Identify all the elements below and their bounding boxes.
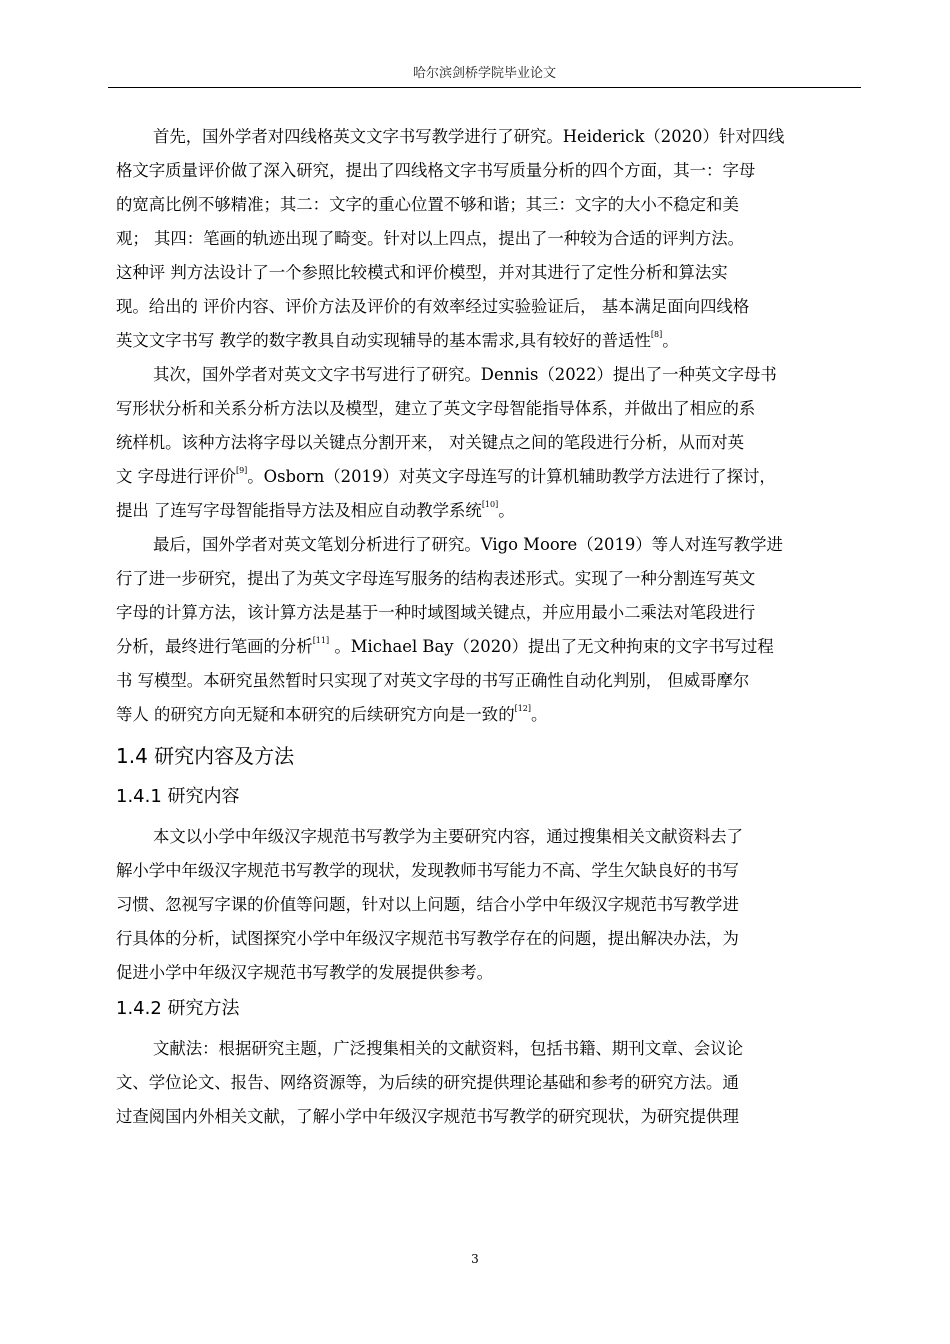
- text-segment: 。Osborn（2019）对英文字母连写的计算机辅助教学方法进行了探讨，: [247, 467, 776, 486]
- section-heading-1-4-1: 1.4.1 研究内容: [116, 786, 240, 807]
- citation-marker[interactable]: [9]: [235, 466, 248, 475]
- text-line: 解小学中年级汉字规范书写教学的现状，发现教师书写能力不高、学生欠缺良好的书写: [116, 861, 739, 880]
- text-line: [116, 494, 860, 528]
- text-line: 本文以小学中年级汉字规范书写教学为主要研究内容，通过搜集相关文献资料去了: [153, 827, 744, 846]
- text-line: 其次，国外学者对英文文字书写进行了研究。Dennis（2022）提出了一种英文字母书: [153, 365, 777, 384]
- page-header-title: 哈尔滨剑桥学院毕业论文: [412, 66, 556, 81]
- citation-marker[interactable]: [10]: [481, 500, 499, 509]
- text-line: [116, 698, 860, 732]
- text-line: 的宽高比例不够精准；其二：文字的重心位置不够和谐；其三：文字的大小不稳定和美: [116, 195, 739, 214]
- text-line: 这种评 判方法设计了一个参照比较模式和评价模型，并对其进行了定性分析和算法实: [116, 263, 728, 282]
- text-line: 观； 其四：笔画的轨迹出现了畸变。针对以上四点，提出了一种较为合适的评判方法。: [116, 229, 745, 248]
- text-line: 格文字质量评价做了深入研究，提出了四线格文字书写质量分析的四个方面，其一：字母: [116, 161, 756, 180]
- section-heading-1-4: 1.4 研究内容及方法: [116, 744, 295, 768]
- text-segment: 提出 了连写字母智能指导方法及相应自动教学系统: [116, 501, 482, 520]
- text-segment: 分析，最终进行笔画的分析: [116, 637, 313, 656]
- text-line: 最后，国外学者对英文笔划分析进行了研究。Vigo Moore（2019）等人对连写教学进: [153, 535, 783, 554]
- text-line: 文、学位论文、报告、网络资源等，为后续的研究提供理论基础和参考的研究方法。通: [116, 1073, 739, 1092]
- text-segment: 文 字母进行评价: [116, 467, 236, 486]
- citation-marker[interactable]: [8]: [650, 330, 663, 339]
- text-line: 促进小学中年级汉字规范书写教学的发展提供参考。: [116, 963, 493, 982]
- citation-marker[interactable]: [11]: [312, 636, 330, 645]
- text-line: 写形状分析和关系分析方法以及模型，建立了英文字母智能指导体系，并做出了相应的系: [116, 399, 756, 418]
- text-segment: 。: [662, 331, 679, 350]
- text-line: [116, 630, 860, 664]
- paragraph-research-content: [116, 820, 860, 990]
- section-heading-1-4-2: 1.4.2 研究方法: [116, 998, 240, 1019]
- text-line: [116, 324, 860, 358]
- text-line: [116, 460, 860, 494]
- text-line: 习惯、忽视写字课的价值等问题，针对以上问题，结合小学中年级汉字规范书写教学进: [116, 895, 739, 914]
- text-line: 现。给出的 评价内容、评价方法及评价的有效率经过实验验证后， 基本满足面向四线格: [116, 297, 750, 316]
- text-line: 行具体的分析，试图探究小学中年级汉字规范书写教学存在的问题，提出解决办法，为: [116, 929, 739, 948]
- citation-marker[interactable]: [12]: [514, 704, 532, 713]
- text-line: 过查阅国内外相关文献，了解小学中年级汉字规范书写教学的研究现状，为研究提供理: [116, 1107, 739, 1126]
- page-number: 3: [471, 1252, 479, 1266]
- text-segment: 等人 的研究方向无疑和本研究的后续研究方向是一致的: [116, 705, 515, 724]
- paragraph-3: [116, 528, 860, 732]
- text-segment: 。Michael Bay（2020）提出了无文种拘束的文字书写过程: [329, 637, 774, 656]
- text-line: 首先，国外学者对四线格英文文字书写教学进行了研究。Heiderick（2020）针对四线: [153, 127, 785, 146]
- paragraph-2: [116, 358, 860, 528]
- text-line: 行了进一步研究，提出了为英文字母连写服务的结构表述形式。实现了一种分割连写英文: [116, 569, 756, 588]
- text-line: 书 写模型。本研究虽然暂时只实现了对英文字母的书写正确性自动化判别， 但威哥摩尔: [116, 671, 750, 690]
- paragraph-1: [116, 120, 860, 358]
- header-divider: [108, 87, 861, 88]
- text-line: 统样机。该种方法将字母以关键点分割开来， 对关键点之间的笔段进行分析，从而对英: [116, 433, 745, 452]
- text-line: 文献法：根据研究主题，广泛搜集相关的文献资料，包括书籍、期刊文章、会议论: [153, 1039, 744, 1058]
- document-body: [116, 120, 860, 1134]
- text-segment: 。: [531, 705, 548, 724]
- paragraph-research-methods: [116, 1032, 860, 1134]
- text-segment: 。: [498, 501, 515, 520]
- text-line: 字母的计算方法，该计算方法是基于一种时域图域关键点，并应用最小二乘法对笔段进行: [116, 603, 756, 622]
- text-segment: 英文文字书写 教学的数字教具自动实现辅导的基本需求,具有较好的普适性: [116, 331, 651, 350]
